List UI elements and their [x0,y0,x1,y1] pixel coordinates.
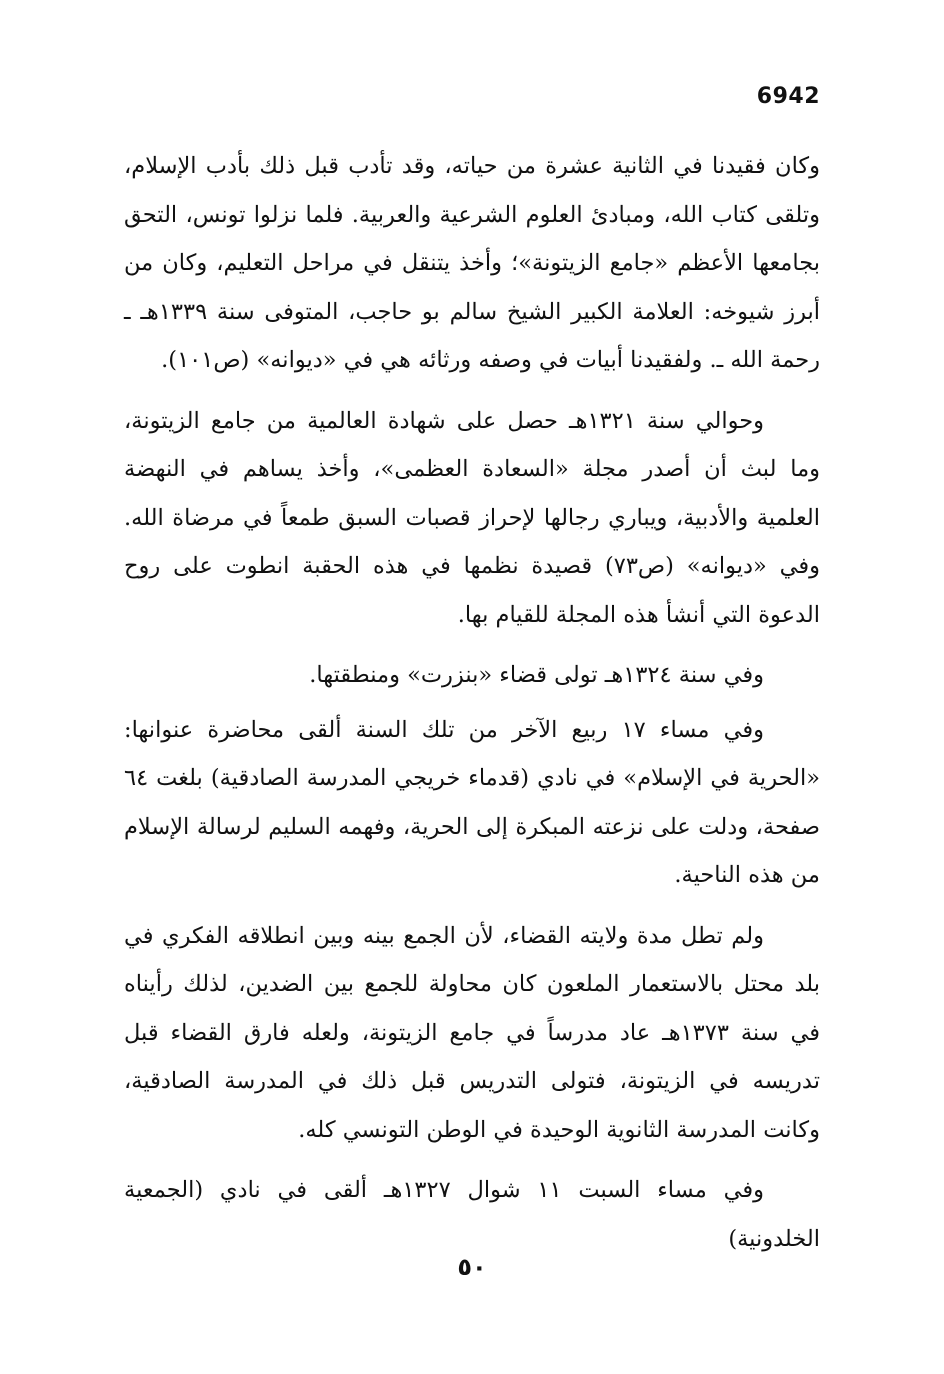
paragraph-1: وكان فقيدنا في الثانية عشرة من حياته، وقد تأدب قبل ذلك بأدب الإسلام، وتلقى كتاب الله، ومبادئ العلوم الشرعية والعربية. فلما نزلوا تونس، التحق بجامعها الأعظم «جامع الزيتونة»؛ وأخذ يتنقل في مراحل التعليم، وكان من أبرز شيوخه: العلامة الكبير الشيخ سالم بو حاجب، المتوفى سنة ١٣٣٩هـ ـ رحمة الله ـ. ولفقيدنا أبيات في وصفه ورثائه هي في «ديوانه» (ص١٠١). [124,153,820,373]
paragraph-5: ولم تطل مدة ولايته القضاء، لأن الجمع بينه وبين انطلاقه الفكري في بلد محتل بالاستعمار الملعون كان محاولة للجمع بين الضدين، لذلك رأيناه في سنة ١٣٧٣هـ عاد مدرساً في جامع الزيتونة، ولعله فارق القضاء قبل تدريسه في الزيتونة، فتولى التدريس قبل ذلك في المدرسة الصادقية، وكانت المدرسة الثانوية الوحيدة في الوطن التونسي كله. [124,922,820,1143]
paragraph-4: وفي مساء ١٧ ربيع الآخر من تلك السنة ألقى محاضرة عنوانها: «الحرية في الإسلام» في نادي (قدماء خريجي المدرسة الصادقية) بلغت ٦٤ صفحة، ودلت على نزعته المبكرة إلى الحرية، وفهمه السليم لرسالة الإسلام من هذه الناحية. [124,716,820,888]
page-id: 6942 [756,84,820,109]
body-text [124,142,820,1275]
paragraph-3: وفي سنة ١٣٢٤هـ تولى قضاء «بنزرت» ومنطقتها. [309,662,764,688]
page-number: ٥٠ [457,1253,487,1281]
paragraph-2: وحوالي سنة ١٣٢١هـ حصل على شهادة العالمية من جامع الزيتونة، وما لبث أن أصدر مجلة «السعادة العظمى»، وأخذ يساهم في النهضة العلمية والأدبية، ويباري رجالها لإحراز قصبات السبق طمعاً في مرضاة الله. وفي «ديوانه» (ص٧٣) قصيدة نظمها في هذه الحقبة انطوت على روح الدعوة التي أنشأ هذه المجلة للقيام بها. [124,407,820,628]
paragraph-6: وفي مساء السبت ١١ شوال ١٣٢٧هـ ألقى في نادي (الجمعية الخلدونية) [124,1177,820,1252]
